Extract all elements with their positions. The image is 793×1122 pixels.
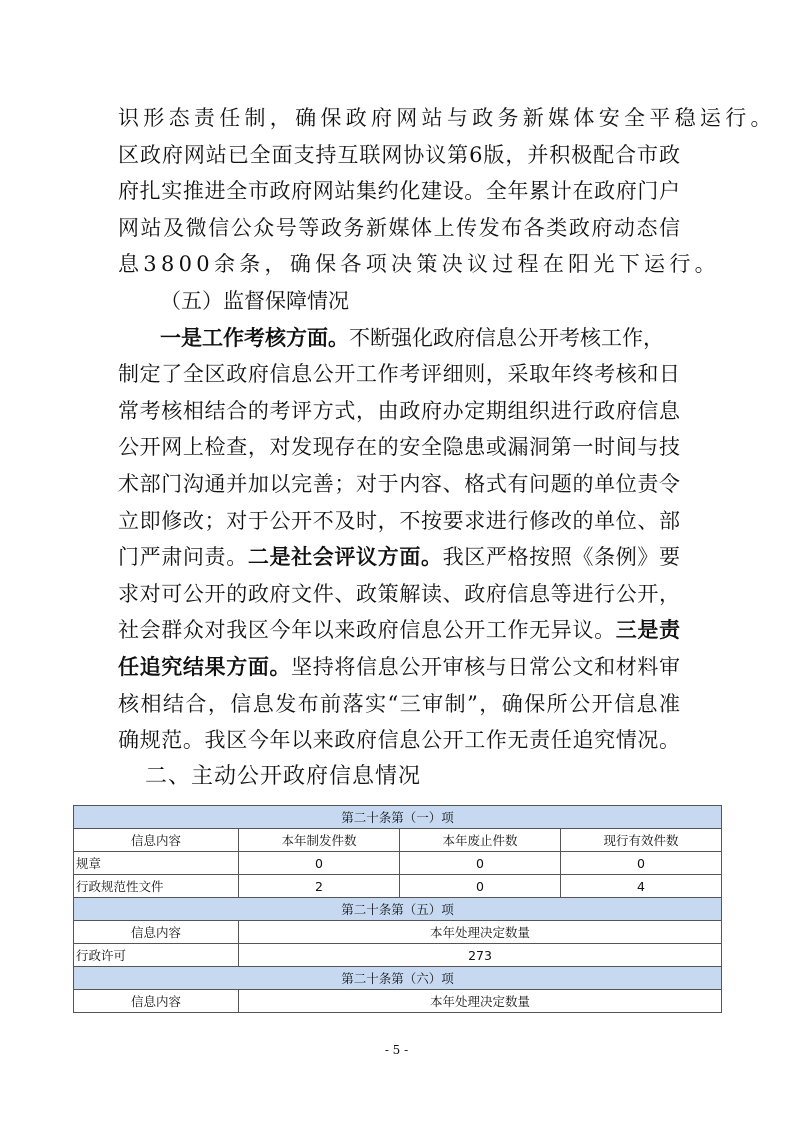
cell: 273: [239, 944, 722, 967]
column-header: 本年处理决定数量: [239, 921, 722, 944]
row-label: 行政规范性文件: [74, 875, 239, 898]
text-line: [118, 137, 680, 174]
column-header: 信息内容: [74, 829, 239, 852]
section-header: 第二十条第（五）项: [74, 898, 722, 921]
column-header: 本年废止件数: [400, 829, 561, 852]
column-header: 本年制发件数: [239, 829, 400, 852]
text-line: [118, 466, 680, 503]
text-line: [118, 320, 680, 357]
text-segment: 公开网上检查，对发现存在的安全隐患或漏洞第一时间与技: [118, 435, 680, 460]
text-segment: 制定了全区政府信息公开工作考评细则，采取年终考核和日: [118, 362, 680, 387]
text-segment: 二、主动公开政府信息情况: [145, 763, 422, 789]
text-segment: 府扎实推进全市政府网站集约化建设。全年累计在政府门户: [118, 179, 680, 204]
bold-lead: 三是责: [615, 617, 680, 643]
column-header: 现行有效件数: [561, 829, 722, 852]
text-segment: 我区严格按照《条例》要: [442, 545, 681, 570]
column-header: 本年处理决定数量: [239, 990, 722, 1013]
text-segment: 立即修改；对于公开不及时，不按要求进行修改的单位、部: [118, 508, 680, 533]
text-line: [118, 722, 680, 759]
text-line: [118, 503, 680, 540]
text-segment: 确规范。我区今年以来政府信息公开工作无责任追究情况。: [118, 728, 680, 753]
page-number: - 5 -: [384, 1043, 409, 1057]
text-line: [118, 246, 720, 283]
text-segment: 求对可公开的政府文件、政策解读、政府信息等进行公开，: [118, 581, 680, 606]
section-header: 第二十条第（六）项: [74, 967, 722, 990]
text-segment: 息3800余条，确保各项决策决议过程在阳光下运行。: [118, 252, 720, 277]
cell: 0: [400, 852, 561, 875]
text-segment: 常考核相结合的考评方式，由政府办定期组织进行政府信息: [118, 398, 680, 423]
table-row: [74, 944, 722, 967]
text-segment: 识形态责任制，确保政府网站与政务新媒体安全平稳运行。: [118, 106, 776, 130]
cell: 0: [239, 852, 400, 875]
table-row: [74, 875, 722, 898]
bold-lead: 一是工作考核方面。: [160, 324, 349, 350]
cell: 0: [561, 852, 722, 875]
bold-lead: 任追究结果方面。: [118, 653, 292, 679]
text-line: [118, 283, 680, 320]
cell: 4: [561, 875, 722, 898]
text-segment: 术部门沟通并加以完善；对于内容、格式有问题的单位责令: [118, 471, 680, 496]
column-header: 信息内容: [74, 921, 239, 944]
text-line: [118, 539, 680, 576]
text-segment: （五）监督保障情况: [160, 288, 349, 313]
column-header: 信息内容: [74, 990, 239, 1013]
section-heading: [118, 759, 680, 796]
text-line: [118, 576, 680, 613]
cell: 0: [400, 875, 561, 898]
text-line: [118, 356, 680, 393]
text-segment: 区政府网站已全面支持互联网协议第6版，并积极配合市政: [118, 142, 680, 167]
cell: 2: [239, 875, 400, 898]
text-line: [118, 429, 680, 466]
text-line: [118, 686, 680, 723]
text-segment: 坚持将信息公开审核与日常公文和材料审: [291, 654, 681, 679]
text-segment: 核相结合，信息发布前落实“三审制”，确保所公开信息准: [118, 691, 680, 716]
row-label: 行政许可: [74, 944, 239, 967]
row-label: 规章: [74, 852, 239, 875]
text-segment: 网站及微信公众号等政务新媒体上传发布各类政府动态信: [118, 215, 680, 240]
text-line: [118, 612, 680, 649]
text-line: [118, 393, 680, 430]
text-segment: 不断强化政府信息公开考核工作，: [349, 325, 664, 350]
section-header: 第二十条第（一）项: [74, 806, 722, 829]
text-line: [118, 100, 776, 137]
text-line: [118, 173, 680, 210]
info-disclosure-table: [73, 805, 722, 1013]
text-line: [118, 210, 680, 247]
text-segment: 门严肃问责。: [118, 545, 248, 570]
bold-lead: 二是社会评议方面。: [247, 544, 443, 570]
table-row: [74, 852, 722, 875]
text-line: [118, 649, 680, 686]
text-segment: 社会群众对我区今年以来政府信息公开工作无异议。: [118, 618, 616, 643]
body-text: [118, 100, 776, 795]
